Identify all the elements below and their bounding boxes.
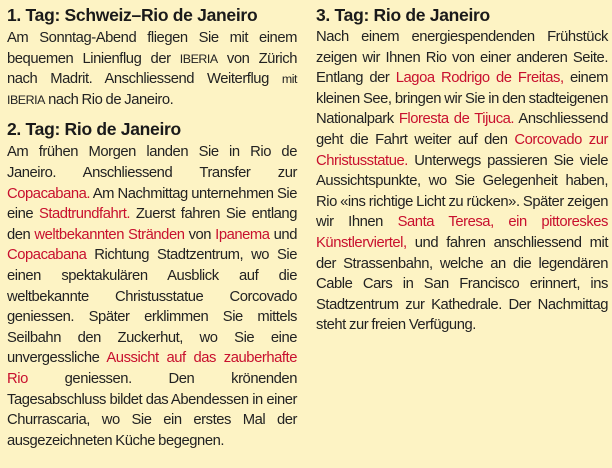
text-run: von — [184, 226, 216, 243]
text-run: Nach einem energiespendenden Frühstück zeigen wir Ihnen Rio von einer anderen Seite. Entlang der — [316, 29, 608, 87]
day-3-section — [316, 4, 608, 336]
highlight-straende: weltbekannten Stränden — [34, 226, 185, 243]
text-run: einem kleinen See, bringen wir Sie in den stadteigenen Nationalpark — [316, 70, 608, 128]
text-run: geniessen. Den krönenden Tagesabschluss bildet das Abendessen in einer Churrascaria, wo Sie ein erstes Mal der ausgezeichneten Küche begegnen. — [7, 370, 297, 449]
airline-name: IBERIA — [179, 51, 218, 66]
day-2-section — [7, 118, 297, 451]
right-column — [316, 4, 608, 344]
highlight-lagoa: Lagoa Rodrigo de Freitas, — [395, 70, 564, 87]
day-3-text — [316, 27, 608, 336]
text-run: und fahren anschliessend mit der Strassenbahn, welche an die legendären Cable Cars in San Francisco erinnert, ins Stadtzentrum zur Kathedrale. Der Nachmittag steht zur freien Verfügung. — [316, 234, 608, 334]
highlight-corcovado: Corcovado zur Christusstatue. — [316, 131, 608, 169]
day-2-heading: 2. Tag: Rio de Janeiro — [7, 119, 181, 140]
highlight-copacabana-2: Copacabana — [7, 247, 87, 264]
day-3-heading: 3. Tag: Rio de Janeiro — [316, 5, 490, 25]
highlight-santa-teresa: Santa Teresa, ein pittoreskes Künstlerviertel, — [316, 214, 608, 251]
text-run: nach Rio de Janeiro. — [44, 91, 174, 108]
text-run: und — [269, 226, 297, 243]
highlight-stadtrundfahrt: Stadtrundfahrt. — [38, 206, 131, 223]
highlight-copacabana: Copacabana. — [7, 185, 91, 202]
day-1-section — [7, 4, 297, 110]
airline-name: IBERIA — [7, 92, 45, 107]
text-run: mit — [281, 72, 297, 87]
text-run: Zuerst fahren Sie entlang den — [7, 206, 297, 243]
day-1-text — [7, 28, 297, 110]
highlight-ipanema: Ipanema — [215, 226, 270, 243]
text-run: Am frühen Morgen landen Sie in Rio de Janeiro. Anschliessend Transfer zur — [7, 144, 297, 181]
text-run: Anschliessend geht die Fahrt weiter auf den — [316, 111, 608, 148]
text-run: Am Nachmittag unternehmen Sie eine — [7, 185, 297, 223]
highlight-aussicht: Aussicht auf das zauberhafte Rio — [7, 350, 297, 387]
day-1-heading: 1. Tag: Schweiz–Rio de Janeiro — [7, 5, 258, 25]
day-2-text — [7, 142, 297, 451]
text-run: Unterwegs passieren Sie viele Aussichtspunkte, wo Sie Gelegenheit haben, Rio «ins richtige Licht zu rücken». Später zeigen wir Ihnen — [316, 152, 608, 231]
left-column — [7, 4, 297, 459]
text-run: Richtung Stadtzentrum, wo Sie einen spektakulären Ausblick auf die weltbekannte Christusstatue Corcovado geniessen. Später erklimmen Sie mittels Seilbahn den Zuckerhut, wo Sie eine unvergessliche — [7, 247, 297, 367]
highlight-floresta: Floresta de Tijuca. — [398, 111, 515, 128]
text-run: von Zürich nach Madrit. Anschliessend Weiterflug — [7, 50, 297, 88]
text-run: Am Sonntag-Abend fliegen Sie mit einem bequemen Linienflug der — [7, 30, 297, 67]
